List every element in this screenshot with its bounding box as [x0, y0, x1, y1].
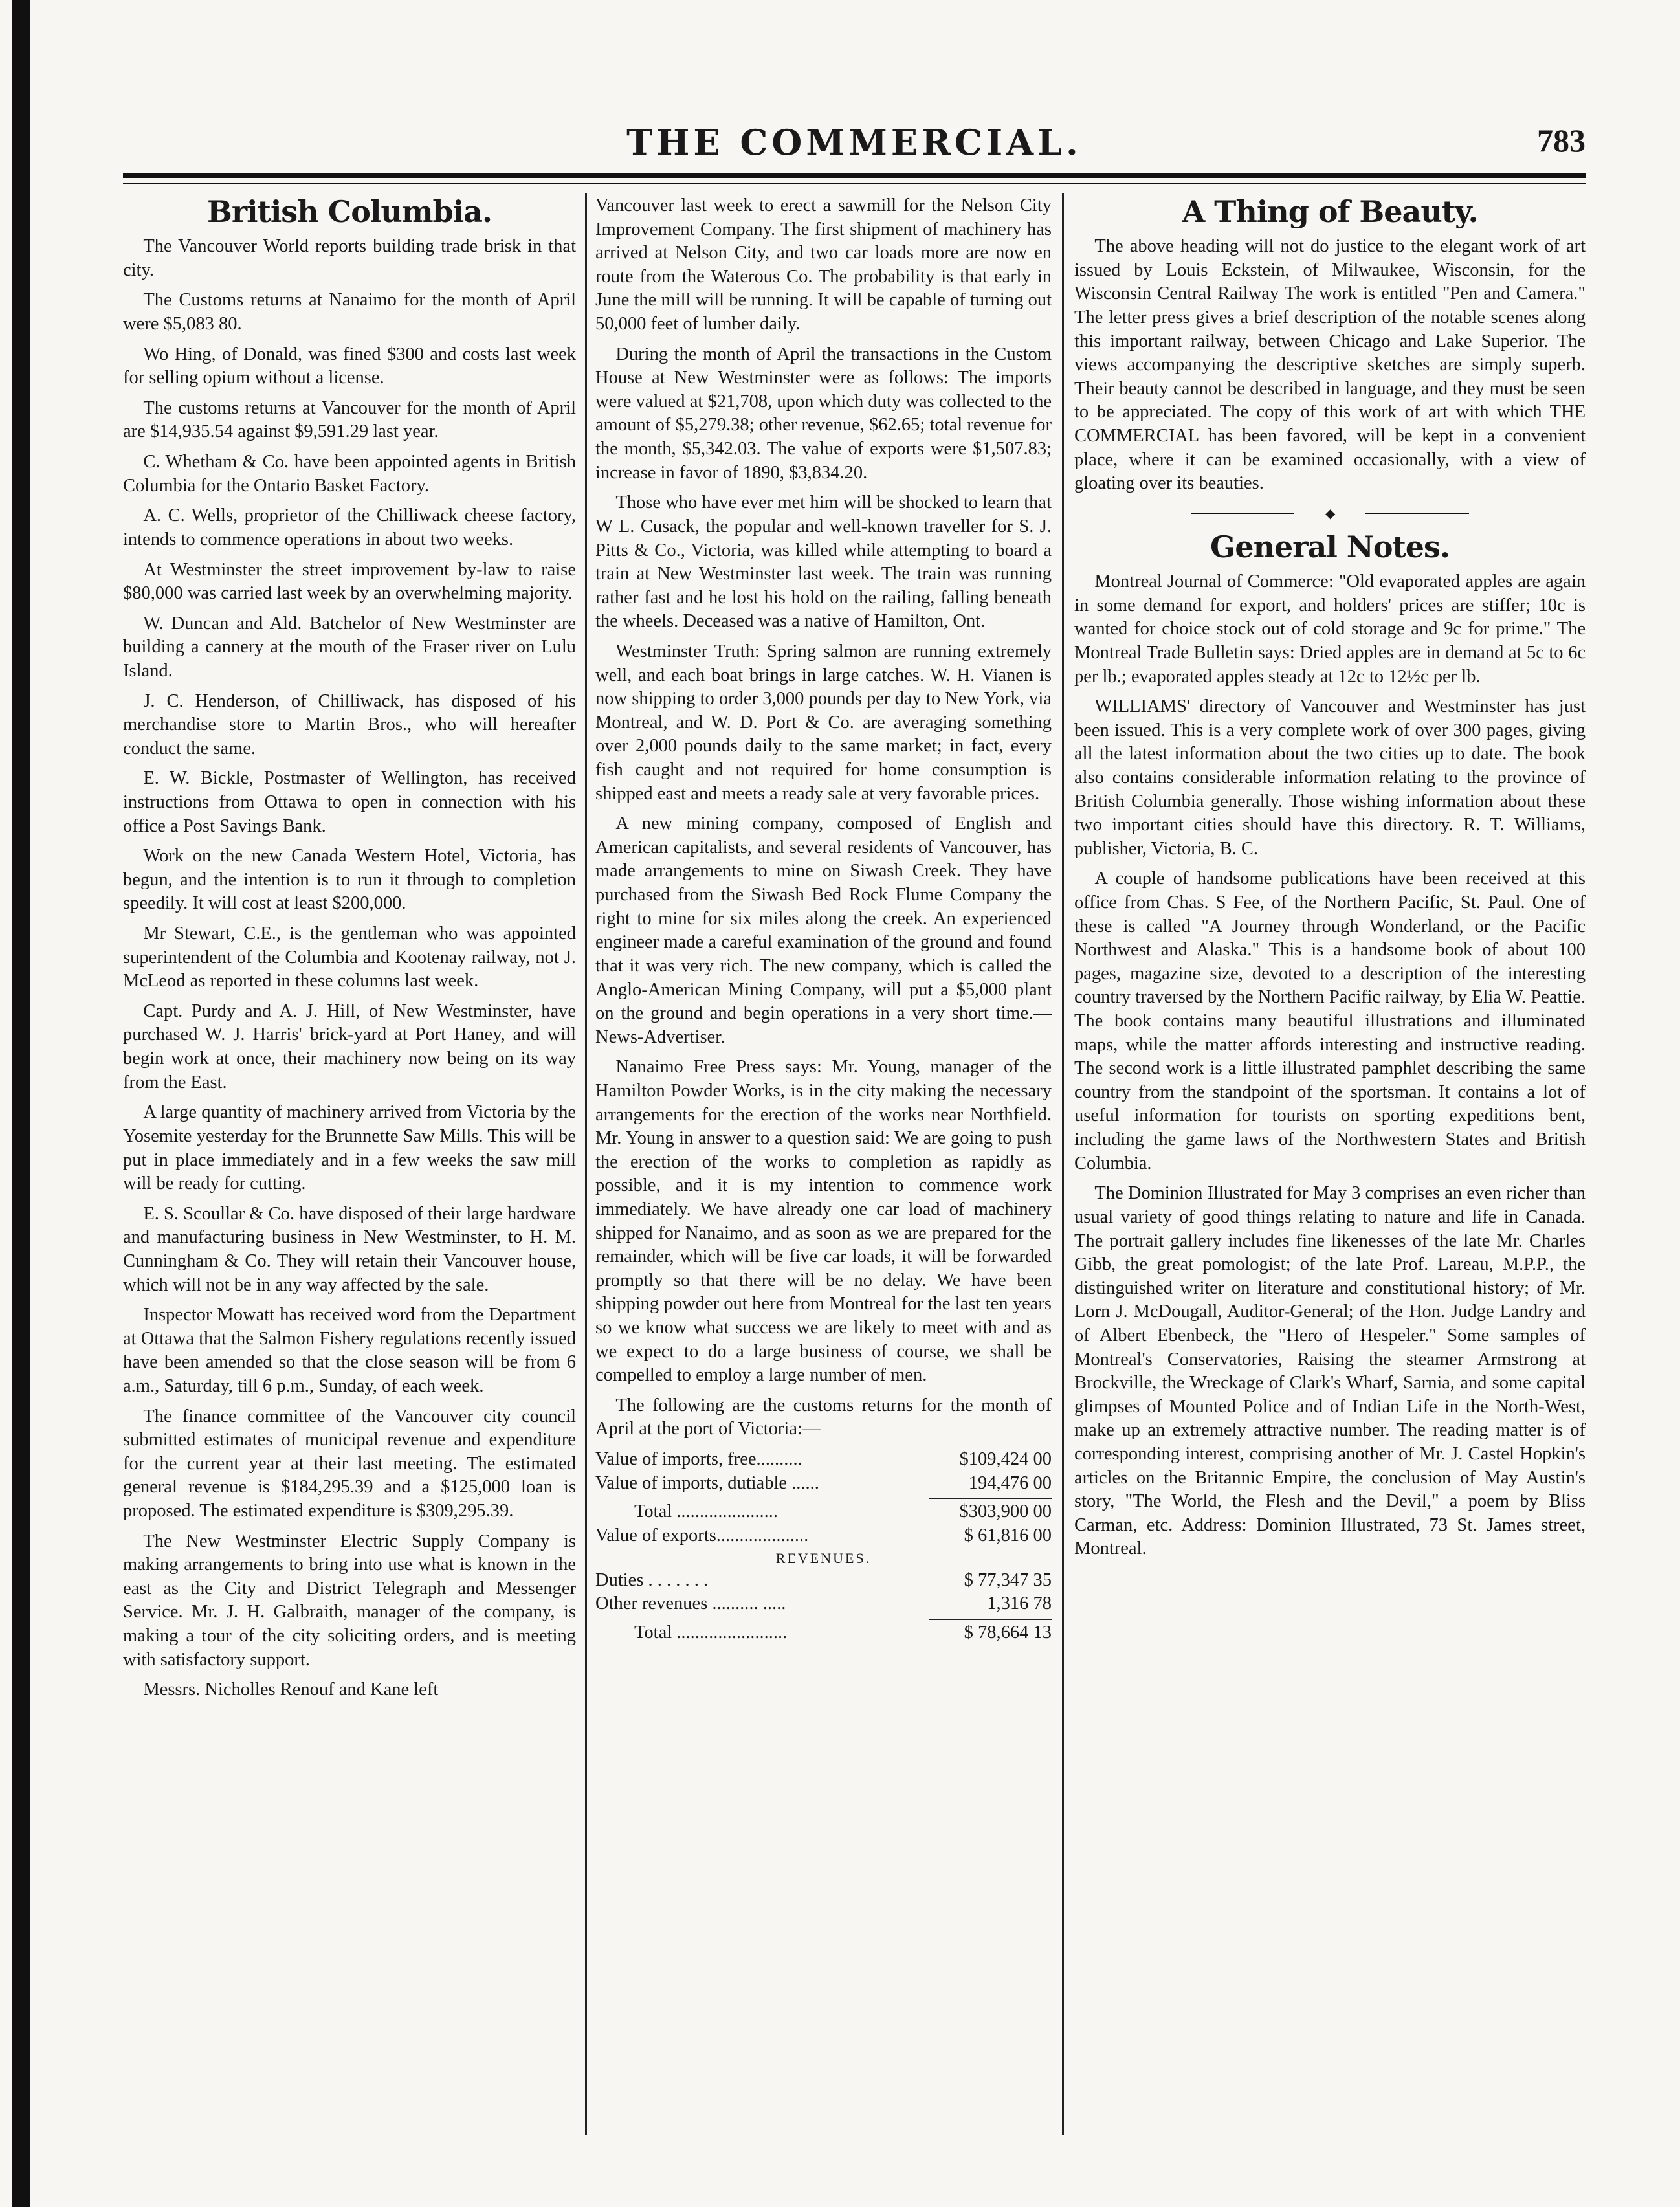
- page-number: 783: [1537, 122, 1586, 159]
- news-item: E. S. Scoullar & Co. have disposed of their large hardware and manufacturing business in New Westminster, to H. M. Cunningham & Co. They will retain their Vancouver house, which will not be in any way affected by the sale.: [123, 1203, 576, 1295]
- column-british-columbia: [123, 194, 576, 1709]
- row-amount: $ 78,664 13: [964, 1623, 1052, 1643]
- news-item: The New Westminster Electric Supply Company is making arrangements to bring into use what is known in the east as the City and District Telegraph and Messenger Service. Mr. J. H. Galbraith, manager of the company, is making a tour of the city soliciting orders, and is meeting with satisfactory support.: [123, 1531, 576, 1670]
- news-item: Montreal Journal of Commerce: "Old evaporated apples are again in some demand for export, and holders' prices are stiffer; 10c is wanted for choice stock out of cold storage and 9c for prime." The Montreal Trade Bulletin says: Dried apples are in demand at 5c to 6c per lb.; evaporated apples steady at 12c to 12½c per lb.: [1074, 571, 1586, 687]
- row-amount: 1,316 78: [987, 1593, 1052, 1614]
- revenues-heading: REVENUES.: [775, 1549, 872, 1566]
- news-item: The Customs returns at Nanaimo for the month of April were $5,083 80.: [123, 290, 576, 335]
- table-row: [595, 1472, 1052, 1496]
- news-item: The finance committee of the Vancouver city council submitted estimates of municipal revenue and expenditure for the current year at their last meeting. The estimated general revenue is $184,295.39 and a $125,000 loan is proposed. The estimated expenditure is $309,295.39.: [123, 1406, 576, 1522]
- row-label: Value of exports....................: [595, 1525, 809, 1546]
- customs-returns-table: [595, 1448, 1052, 1645]
- header-rule-thin: [123, 183, 1586, 184]
- news-item: C. Whetham & Co. have been appointed agents in British Columbia for the Ontario Basket Factory.: [123, 452, 576, 496]
- news-item: W. Duncan and Ald. Batchelor of New Westminster are building a cannery at the mouth of the Fraser river on Lulu Island.: [123, 613, 576, 681]
- news-item: A. C. Wells, proprietor of the Chilliwack cheese factory, intends to commence operations in about two weeks.: [123, 505, 576, 549]
- ornament-line: [1365, 513, 1469, 514]
- news-item: At Westminster the street improvement by-law to raise $80,000 was carried last week by an overwhelming majority.: [123, 559, 576, 604]
- news-item: A large quantity of machinery arrived from Victoria by the Yosemite yesterday for the Brunnette Saw Mills. This will be put in place immediately and in a few weeks the saw mill will be ready for cutting.: [123, 1102, 576, 1194]
- row-amount: $303,900 00: [959, 1502, 1052, 1522]
- news-item: WILLIAMS' directory of Vancouver and Westminster has just been issued. This is a very complete work of over 300 pages, giving all the latest information about the two cities up to date. The book also contains considerable information relating to the province of British Columbia generally. Those wishing information about these two important cities should have this directory. R. T. Williams, publisher, Victoria, B. C.: [1074, 696, 1586, 859]
- table-row: [595, 1448, 1052, 1472]
- table-row-exports: [595, 1524, 1052, 1548]
- news-item: Inspector Mowatt has received word from the Department at Ottawa that the Salmon Fishery regulations recently issued have been amended so that the close season will be from 6 a.m., Saturday, till 6 p.m., Sunday, of each week.: [123, 1305, 576, 1396]
- news-item: A couple of handsome publications have been received at this office from Chas. S Fee, of the Northern Pacific, St. Paul. One of these is called "A Journey through Wonderland, or the Pacific Northwest and Alaska." This is a handsome book of about 100 pages, magazine size, devoted to a description of the interesting country traversed by the Northern Pacific railway, by Elia W. Peattie. The book contains many beautiful illustrations and illuminated maps, while the matter affords interesting and instructive reading. The second work is a little illustrated pamphlet describing the same country from the standpoint of the sportsman. It contains a lot of useful information for tourists on sporting expeditions bent, including the game laws of the Northwestern States and British Columbia.: [1074, 869, 1586, 1173]
- column-divider-1: [585, 193, 587, 2135]
- news-item: The following are the customs returns for the month of April at the port of Victoria:—: [595, 1395, 1052, 1439]
- news-item: The Dominion Illustrated for May 3 comprises an even richer than usual variety of good things relating to nature and life in Canada. The portrait gallery includes fine likenesses of the late Mr. Charles Gibb, the great pomologist; of the late Prof. Lareau, M.P.P., the distinguished writer on literature and constitutional history; of Mr. Lorn J. McDougall, Auditor-General; of the Hon. Judge Landry and of Albert Ebenbeck, the "Hero of Hespeler." Some samples of Montreal's Conservatories, Raising the steamer Armstrong at Brockville, the Wreckage of Clark's Wharf, Sarnia, and some capital glimpses of Mounted Police and of Indian Life in the North-West, make up an extremely attractive number. The reading matter is of corresponding interest, comprising another of Mr. J. Castel Hopkin's articles on the Britannic Empire, the conclusion of May Austin's story, "The World, the Flesh and the Devil," a poem by Bliss Carman, etc. Address: Dominion Illustrated, 73 St. James street, Montreal.: [1074, 1183, 1586, 1559]
- table-row-grand-total: [595, 1621, 1052, 1645]
- section-divider-ornament: [1074, 502, 1586, 524]
- binding-edge-bar: [12, 0, 30, 2207]
- row-label: Total ......................: [634, 1502, 779, 1522]
- table-row: [595, 1592, 1052, 1616]
- news-item: Work on the new Canada Western Hotel, Victoria, has begun, and the intention is to run it through to completion speedily. It will cost at least $200,000.: [123, 846, 576, 914]
- news-item: Those who have ever met him will be shocked to learn that W L. Cusack, the popular and well-known traveller for S. J. Pitts & Co., Victoria, was killed while attempting to board a train at New Westminster last week. The train was running rather fast and he lost his hold on the railing, falling beneath the wheels. Deceased was a native of Hamilton, Ont.: [595, 493, 1052, 632]
- page-header: [123, 116, 1586, 162]
- section-heading-general-notes: General Notes.: [1210, 529, 1450, 564]
- section-heading-british-columbia: British Columbia.: [206, 194, 492, 229]
- news-item: Vancouver last week to erect a sawmill for the Nelson City Improvement Company. The first shipment of machinery has arrived at Nelson City, and two car loads more are now en route from the Waterous Co. The probability is that early in June the mill will be running. It will be capable of turning out 50,000 feet of lumber daily.: [595, 195, 1052, 335]
- row-amount: $109,424 00: [959, 1449, 1052, 1470]
- header-rule-thick: [123, 173, 1586, 178]
- news-item: The customs returns at Vancouver for the month of April are $14,935.54 against $9,591.29 last year.: [123, 397, 576, 442]
- news-item: A new mining company, composed of English and American capitalists, and several residents of Vancouver, has made arrangements to mine on Siwash Creek. They have purchased from the Siwash Bed Rock Flume Company the right to mine for six miles along the creek. An experienced engineer made a careful examination of the ground and found that it was very rich. The new company, which is called the Anglo-American Mining Company, will put a $5,000 plant on the ground and begin operations in a very short time.—News-Advertiser.: [595, 814, 1052, 1047]
- news-item: Mr Stewart, C.E., is the gentleman who was appointed superintendent of the Columbia and Kootenay railway, not J. McLeod as reported in these columns last week.: [123, 924, 576, 992]
- news-item: Nanaimo Free Press says: Mr. Young, manager of the Hamilton Powder Works, is in the city making the necessary arrangements for the erection of the works near Northfield. Mr. Young in answer to a question said: We are going to push the erection of the works to completion as rapidly as possible, and it is my intention to commence work immediately. We have already one car load of machinery shipped for Nanaimo, and as soon as we are prepared for the remainder, which will be five car loads, it will be forwarded promptly so that there will be no delay. We have been shipping powder out here from Montreal for the last ten years so we know what success we are likely to meet with and as we expect to do a large business of course, we shall be compelled to employ a large number of men.: [595, 1057, 1052, 1386]
- news-item: Wo Hing, of Donald, was fined $300 and costs last week for selling opium without a license.: [123, 344, 576, 388]
- row-label: Total ........................: [634, 1623, 788, 1643]
- row-label: Other revenues .......... .....: [595, 1593, 786, 1614]
- masthead: THE COMMERCIAL.: [626, 122, 1082, 163]
- news-item: J. C. Henderson, of Chilliwack, has disposed of his merchandise store to Martin Bros., who will hereafter conduct the same.: [123, 691, 576, 759]
- sum-rule: [929, 1619, 1052, 1620]
- ornament-line: [1191, 513, 1294, 514]
- column-divider-2: [1062, 193, 1064, 2135]
- table-row: [595, 1569, 1052, 1593]
- row-label: Value of imports, dutiable ......: [595, 1472, 819, 1493]
- row-amount: $ 77,347 35: [964, 1569, 1052, 1590]
- news-item: Messrs. Nicholles Renouf and Kane left: [143, 1680, 439, 1700]
- row-label: Duties . . . . . . .: [595, 1569, 709, 1590]
- column-right: [1074, 194, 1586, 1568]
- news-item: The Vancouver World reports building trade brisk in that city.: [123, 236, 576, 280]
- news-item: During the month of April the transactions in the Custom House at New Westminster were as follows: The imports were valued at $21,708, upon which duty was collected to the amount of $5,279.38; other revenue, $62.65; total revenue for the month, $5,342.03. The value of exports were $1,507.83; increase in favor of 1890, $3,834.20.: [595, 344, 1052, 483]
- news-item: The above heading will not do justice to the elegant work of art issued by Louis Eckstein, of Milwaukee, Wisconsin, for the Wisconsin Central Railway The work is entitled "Pen and Camera." The letter press gives a brief description of the notable scenes along this important railway, between Chicago and Lake Superior. The views accompanying the descriptive sketches are simply superb. Their beauty cannot be described in language, and they must be seen to be appreciated. The copy of this work of art with which THE COMMERCIAL has been favored, will be kept in a convenient place, where it can be examined occasionally, with a view of gloating over its beauties.: [1074, 236, 1586, 494]
- news-item: Capt. Purdy and A. J. Hill, of New Westminster, have purchased W. J. Harris' brick-yard at Port Haney, and will begin work at once, their machinery now being on its way from the East.: [123, 1001, 576, 1092]
- row-amount: $ 61,816 00: [964, 1525, 1052, 1546]
- row-amount: 194,476 00: [968, 1472, 1052, 1493]
- table-row-total: [595, 1500, 1052, 1524]
- news-item: E. W. Bickle, Postmaster of Wellington, has received instructions from Ottawa to open in connection with his office a Post Savings Bank.: [123, 768, 576, 836]
- section-heading-thing-of-beauty: A Thing of Beauty.: [1182, 194, 1478, 229]
- news-item: Westminster Truth: Spring salmon are running extremely well, and each boat brings in large catches. W. H. Vianen is now shipping to order 3,000 pounds per day to New York, via Montreal, and W. D. Port & Co. are averaging something over 2,000 pounds daily to the same market; in fact, every fish caught and not required for home consumption is shipped east and meets a ready sale at very favorable prices.: [595, 641, 1052, 804]
- row-label: Value of imports, free..........: [595, 1449, 802, 1470]
- sum-rule: [929, 1498, 1052, 1499]
- ornament-diamond-icon: ◆: [1325, 506, 1336, 521]
- column-middle: [595, 194, 1052, 1645]
